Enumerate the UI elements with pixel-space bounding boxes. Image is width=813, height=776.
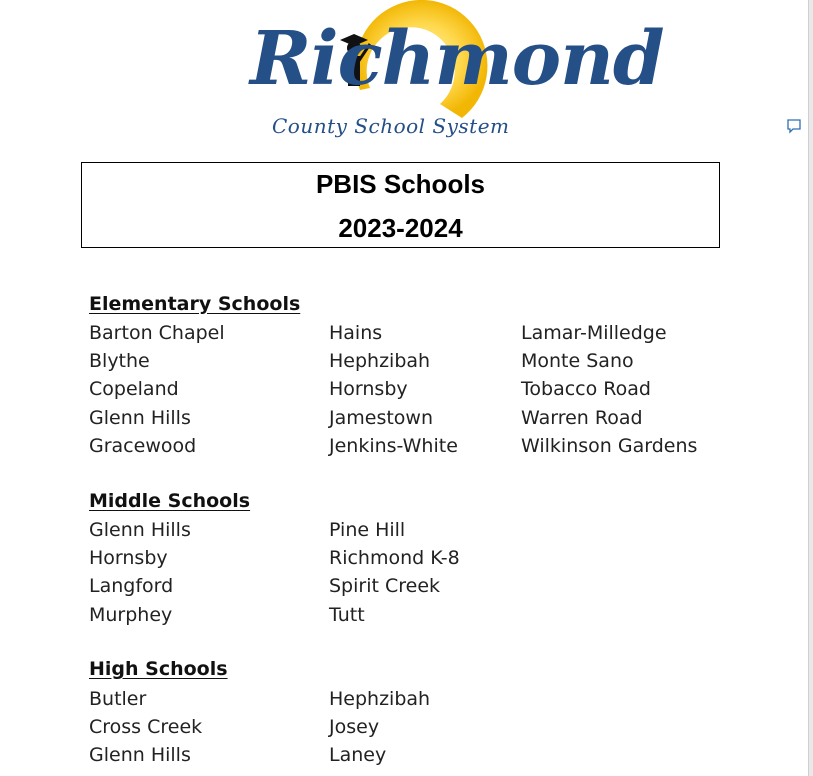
school-name: Glenn Hills	[89, 744, 191, 767]
school-name: Monte Sano	[521, 350, 634, 373]
logo-main-text: Richmond	[250, 16, 664, 102]
school-name: Langford	[89, 575, 174, 598]
school-name: Butler	[89, 688, 147, 710]
school-name: Glenn Hills	[89, 406, 191, 429]
school-name: Hornsby	[329, 378, 408, 401]
school-name: Wilkinson Gardens	[521, 434, 698, 457]
school-name: Barton Chapel	[89, 322, 225, 344]
school-name: Pine Hill	[329, 519, 406, 541]
middle-column-2	[329, 516, 460, 629]
school-name: Blythe	[89, 350, 150, 373]
elementary-schools-heading: Elementary Schools	[89, 293, 301, 315]
school-year: 2023-2024	[338, 213, 463, 243]
title-box	[81, 162, 720, 248]
school-name: Jenkins-White	[329, 434, 458, 457]
elementary-column-2	[329, 319, 458, 460]
document-scroll-edge	[808, 0, 813, 776]
school-name: Lamar-Milledge	[521, 322, 667, 344]
elementary-column-1	[89, 319, 225, 460]
middle-schools-heading: Middle Schools	[89, 490, 251, 512]
school-name: Hephzibah	[329, 688, 431, 710]
school-name: Gracewood	[89, 434, 197, 457]
school-name: Hornsby	[89, 547, 168, 570]
school-name: Murphey	[89, 603, 173, 626]
comment-icon[interactable]	[786, 118, 802, 134]
school-system-logo	[230, 0, 664, 152]
high-schools-heading: High Schools	[89, 658, 228, 680]
school-name: Copeland	[89, 378, 179, 401]
high-column-2	[329, 685, 430, 770]
middle-column-1	[89, 516, 191, 629]
logo-subtitle: County School System	[272, 114, 510, 138]
school-name: Cross Creek	[89, 716, 203, 739]
elementary-column-3	[521, 319, 697, 460]
high-column-1	[89, 685, 202, 770]
page-title: PBIS Schools	[315, 169, 486, 199]
school-name: Richmond K-8	[329, 547, 460, 570]
school-name: Tobacco Road	[521, 378, 651, 401]
school-name: Warren Road	[521, 406, 643, 429]
school-name: Spirit Creek	[329, 575, 441, 598]
school-name: Tutt	[329, 603, 365, 626]
school-name: Hains	[329, 322, 383, 344]
school-name: Jamestown	[329, 406, 433, 429]
school-name: Hephzibah	[329, 350, 431, 373]
school-name: Glenn Hills	[89, 519, 191, 541]
school-name: Laney	[329, 744, 387, 767]
school-name: Josey	[329, 716, 380, 739]
